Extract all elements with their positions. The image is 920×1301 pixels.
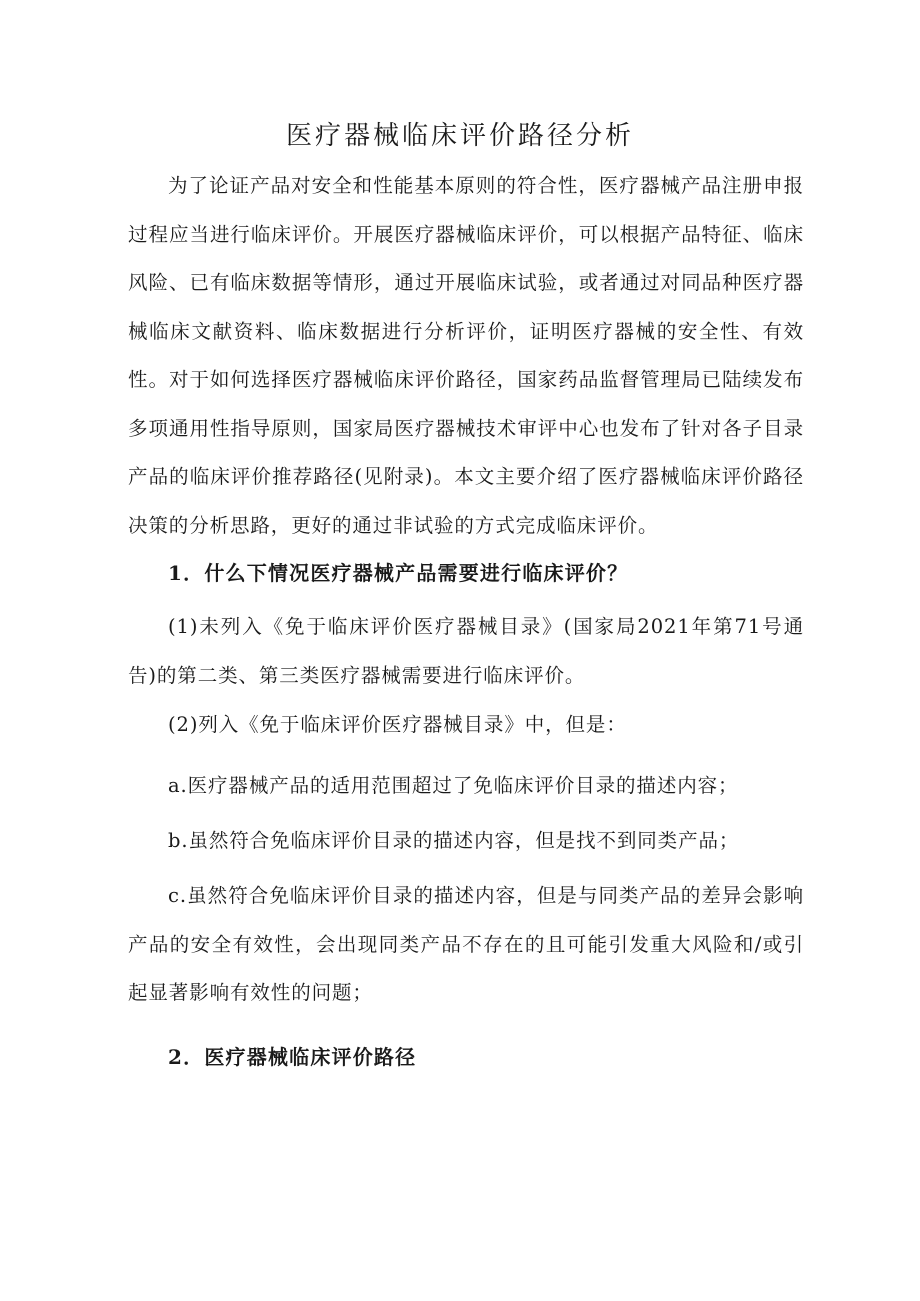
section-1-item-c: c.虽然符合免临床评价目录的描述内容，但是与同类产品的差异会影响产品的安全有效性，会出现同类产品不存在的且可能引发重大风险和/或引起显著影响有效性的问题； [128, 884, 804, 1004]
section-2-heading: 2．医疗器械临床评价路径 [168, 1045, 417, 1069]
page-title: 医疗器械临床评价路径分析 [285, 121, 634, 151]
section-1-item-2: (2)列入《免于临床评价医疗器械目录》中，但是： [168, 713, 627, 736]
section-1-item-a: a.医疗器械产品的适用范围超过了免临床评价目录的描述内容； [168, 774, 739, 797]
section-1-item-1: (1)未列入《免于临床评价医疗器械目录》(国家局2021年第71号通告)的第二类、第三类医疗器械需要进行临床评价。 [128, 615, 804, 687]
intro-paragraph: 为了论证产品对安全和性能基本原则的符合性，医疗器械产品注册申报过程应当进行临床评价。开展医疗器械临床评价，可以根据产品特征、临床风险、已有临床数据等情形，通过开展临床试验，或者通过对同品种医疗器械临床文献资料、临床数据进行分析评价，证明医疗器械的安全性、有效性。对于如何选择医疗器械临床评价路径，国家药品监督管理局已陆续发布多项通用性指导原则，国家局医疗器械技术审评中心也发布了针对各子目录产品的临床评价推荐路径(见附录)。本文主要介绍了医疗器械临床评价路径决策的分析思路，更好的通过非试验的方式完成临床评价。 [128, 174, 804, 537]
section-1-item-b: b.虽然符合免临床评价目录的描述内容，但是找不到同类产品； [168, 829, 740, 852]
section-1-heading: 1．什么下情况医疗器械产品需要进行临床评价？ [168, 561, 629, 585]
